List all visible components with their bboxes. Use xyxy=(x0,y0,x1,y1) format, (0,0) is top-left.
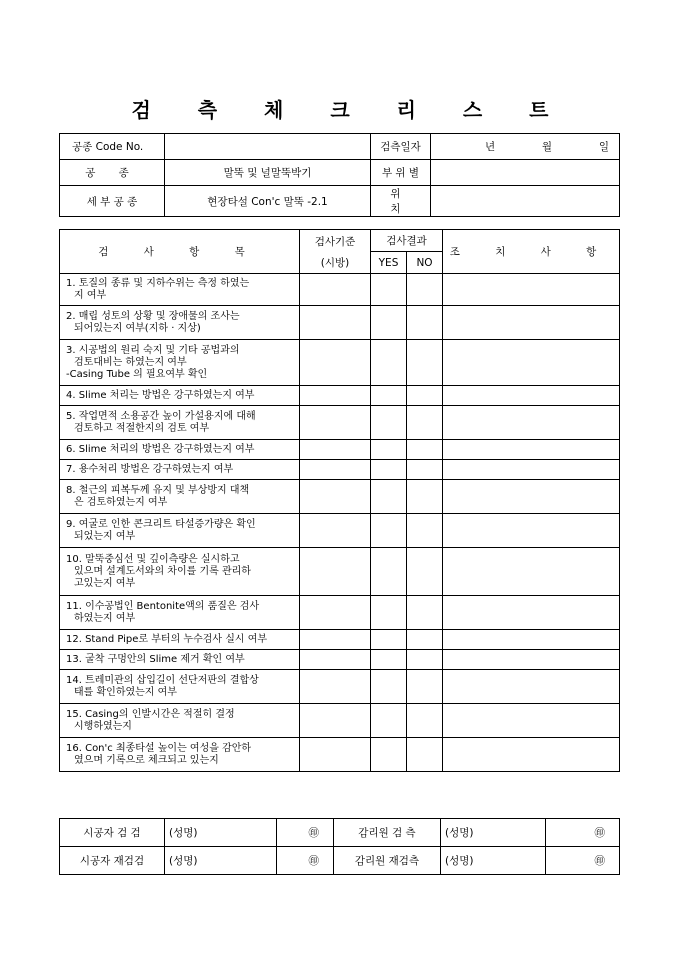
action-cell[interactable] xyxy=(443,514,620,548)
signature-table xyxy=(59,818,620,875)
yes-cell[interactable] xyxy=(371,650,407,670)
col-item-header: 검 사 항 목 xyxy=(60,230,300,274)
work-type-label: 공 종 xyxy=(60,160,165,186)
check-item-line: 6. Slime 처리의 방법은 강구하였는지 여부 xyxy=(66,443,255,455)
header-table xyxy=(59,133,620,217)
no-cell[interactable] xyxy=(407,596,443,630)
table-row xyxy=(60,738,620,772)
no-cell[interactable] xyxy=(407,460,443,480)
table-row xyxy=(60,670,620,704)
supervisor-recheck-name[interactable]: (성명) xyxy=(441,847,546,875)
yes-cell[interactable] xyxy=(371,306,407,340)
check-item-line: 7. 용수처리 방법은 강구하였는지 여부 xyxy=(66,463,234,475)
standard-cell[interactable] xyxy=(300,306,371,340)
check-item-line: 태를 확인하였는지 여부 xyxy=(74,686,177,698)
check-item-line: 12. Stand Pipe로 부터의 누수검사 실시 여부 xyxy=(66,633,268,645)
no-cell[interactable] xyxy=(407,274,443,306)
no-cell[interactable] xyxy=(407,704,443,738)
standard-cell[interactable] xyxy=(300,596,371,630)
check-item xyxy=(60,306,300,340)
standard-cell[interactable] xyxy=(300,704,371,738)
standard-cell[interactable] xyxy=(300,340,371,386)
check-item xyxy=(60,670,300,704)
no-cell[interactable] xyxy=(407,650,443,670)
check-item-line: 있으며 설계도서와의 차이를 기록 관리하 xyxy=(74,565,251,577)
code-value[interactable] xyxy=(165,134,371,160)
no-cell[interactable] xyxy=(407,514,443,548)
yes-cell[interactable] xyxy=(371,548,407,596)
yes-cell[interactable] xyxy=(371,340,407,386)
yes-cell[interactable] xyxy=(371,738,407,772)
check-item-line: 5. 작업면적 소용공간 높이 가설용지에 대해 xyxy=(66,410,256,422)
no-cell[interactable] xyxy=(407,738,443,772)
check-item-line: 지 여부 xyxy=(74,289,107,301)
date-month: 월 xyxy=(541,141,553,153)
check-item xyxy=(60,738,300,772)
check-item-line: 하였는지 여부 xyxy=(74,612,136,624)
standard-cell[interactable] xyxy=(300,670,371,704)
no-cell[interactable] xyxy=(407,306,443,340)
yes-cell[interactable] xyxy=(371,596,407,630)
check-item-line: 8. 철근의 피복두께 유지 및 부상방지 대책 xyxy=(66,484,250,496)
contractor-check-seal-icon: ㊞ xyxy=(277,819,334,847)
check-item-line: 였으며 기록으로 체크되고 있는지 xyxy=(74,754,219,766)
no-cell[interactable] xyxy=(407,340,443,386)
yes-cell[interactable] xyxy=(371,514,407,548)
check-item-line: 16. Con'c 최종타설 높이는 여성을 감안하 xyxy=(66,742,252,754)
yes-cell[interactable] xyxy=(371,274,407,306)
check-item-line: 4. Slime 처리는 방법은 강구하였는지 여부 xyxy=(66,389,255,401)
table-row xyxy=(60,630,620,650)
action-cell[interactable] xyxy=(443,274,620,306)
table-row xyxy=(60,406,620,440)
check-item xyxy=(60,274,300,306)
no-cell[interactable] xyxy=(407,670,443,704)
check-item-line: -Casing Tube 의 필요여부 확인 xyxy=(66,368,208,380)
action-cell[interactable] xyxy=(443,480,620,514)
check-item-line: 되어있는지 여부(지하 · 지상) xyxy=(74,322,201,334)
code-label: 공종 Code No. xyxy=(60,134,165,160)
standard-cell[interactable] xyxy=(300,460,371,480)
yes-cell[interactable] xyxy=(371,406,407,440)
check-item xyxy=(60,514,300,548)
col-standard-header xyxy=(300,230,371,274)
standard-cell[interactable] xyxy=(300,630,371,650)
table-row xyxy=(60,548,620,596)
check-item-line: 되었는지 여부 xyxy=(74,530,136,542)
action-cell[interactable] xyxy=(443,630,620,650)
check-item xyxy=(60,460,300,480)
check-item-line: 10. 말뚝중심선 및 깊이측량은 실시하고 xyxy=(66,553,240,565)
check-item xyxy=(60,440,300,460)
check-item-line: 검토하고 적절한지의 검토 여부 xyxy=(74,422,210,434)
standard-cell[interactable] xyxy=(300,548,371,596)
action-cell[interactable] xyxy=(443,548,620,596)
action-cell[interactable] xyxy=(443,704,620,738)
contractor-recheck-name[interactable]: (성명) xyxy=(165,847,277,875)
action-cell[interactable] xyxy=(443,340,620,386)
table-row xyxy=(60,274,620,306)
check-item xyxy=(60,340,300,386)
table-row xyxy=(60,514,620,548)
detail-label: 세 부 공 종 xyxy=(60,186,165,217)
check-item-line: 시행하였는지 xyxy=(74,720,132,732)
yes-cell[interactable] xyxy=(371,670,407,704)
contractor-check-label: 시공자 검 검 xyxy=(60,819,165,847)
standard-cell[interactable] xyxy=(300,650,371,670)
check-item xyxy=(60,406,300,440)
no-cell[interactable] xyxy=(407,440,443,460)
action-cell[interactable] xyxy=(443,460,620,480)
contractor-check-name[interactable]: (성명) xyxy=(165,819,277,847)
no-cell[interactable] xyxy=(407,406,443,440)
table-row xyxy=(60,440,620,460)
yes-cell[interactable] xyxy=(371,704,407,738)
action-cell[interactable] xyxy=(443,738,620,772)
check-item-line: 11. 이수공법인 Bentonite액의 품질은 검사 xyxy=(66,600,260,612)
standard-cell[interactable] xyxy=(300,440,371,460)
table-row xyxy=(60,704,620,738)
standard-cell[interactable] xyxy=(300,386,371,406)
col-standard-sub: (시방) xyxy=(320,256,350,269)
check-item xyxy=(60,704,300,738)
check-item xyxy=(60,650,300,670)
check-item-line: 15. Casing의 인발시간은 적절히 결정 xyxy=(66,708,235,720)
checklist-table xyxy=(59,229,620,772)
standard-cell[interactable] xyxy=(300,480,371,514)
check-item xyxy=(60,386,300,406)
standard-cell[interactable] xyxy=(300,406,371,440)
yes-cell[interactable] xyxy=(371,480,407,514)
date-day: 일 xyxy=(598,141,609,153)
col-result-header: 검사결과 xyxy=(371,230,443,252)
col-yes-header: YES xyxy=(371,252,407,274)
standard-cell[interactable] xyxy=(300,274,371,306)
table-row xyxy=(60,480,620,514)
location-label: 위 치 xyxy=(371,186,431,217)
check-item-line: 9. 여굴로 인한 콘크리트 타설증가량은 확인 xyxy=(66,518,256,530)
table-row xyxy=(60,596,620,630)
work-type-value: 말뚝 및 널말뚝박기 xyxy=(165,160,371,186)
part-label: 부 위 별 xyxy=(371,160,431,186)
col-no-header: NO xyxy=(407,252,443,274)
contractor-recheck-label: 시공자 재검검 xyxy=(60,847,165,875)
inspect-date-value[interactable] xyxy=(431,134,620,160)
no-cell[interactable] xyxy=(407,630,443,650)
page-title: 검 측 체 크 리 스 트 xyxy=(131,98,569,122)
check-item-line: 14. 트레미관의 삽입길이 선단저판의 결합상 xyxy=(66,674,259,686)
location-value[interactable] xyxy=(431,186,620,217)
detail-value: 현장타설 Con'c 말뚝 -2.1 xyxy=(165,186,371,217)
no-cell[interactable] xyxy=(407,548,443,596)
check-item xyxy=(60,630,300,650)
table-row xyxy=(60,386,620,406)
contractor-recheck-seal-icon: ㊞ xyxy=(277,847,334,875)
check-item xyxy=(60,596,300,630)
check-item xyxy=(60,480,300,514)
check-item xyxy=(60,548,300,596)
check-item-line: 은 검토하였는지 여부 xyxy=(74,496,168,508)
action-cell[interactable] xyxy=(443,386,620,406)
col-action-header: 조 치 사 항 xyxy=(443,230,620,274)
table-row xyxy=(60,340,620,386)
inspect-date-label: 검측일자 xyxy=(371,134,431,160)
action-cell[interactable] xyxy=(443,306,620,340)
yes-cell[interactable] xyxy=(371,630,407,650)
action-cell[interactable] xyxy=(443,406,620,440)
action-cell[interactable] xyxy=(443,650,620,670)
date-year: 년 xyxy=(485,141,496,153)
yes-cell[interactable] xyxy=(371,386,407,406)
yes-cell[interactable] xyxy=(371,440,407,460)
supervisor-check-label: 감리원 검 측 xyxy=(334,819,441,847)
action-cell[interactable] xyxy=(443,670,620,704)
no-cell[interactable] xyxy=(407,386,443,406)
table-row xyxy=(60,460,620,480)
yes-cell[interactable] xyxy=(371,460,407,480)
supervisor-check-seal-icon: ㊞ xyxy=(546,819,620,847)
check-item-line: 2. 매립 성토의 상황 및 장애물의 조사는 xyxy=(66,310,240,322)
no-cell[interactable] xyxy=(407,480,443,514)
action-cell[interactable] xyxy=(443,596,620,630)
standard-cell[interactable] xyxy=(300,738,371,772)
supervisor-recheck-label: 감리원 재검측 xyxy=(334,847,441,875)
table-row xyxy=(60,306,620,340)
check-item-line: 13. 굴착 구멍안의 Slime 제거 확인 여부 xyxy=(66,653,245,665)
standard-cell[interactable] xyxy=(300,514,371,548)
supervisor-recheck-seal-icon: ㊞ xyxy=(546,847,620,875)
check-item-line: 3. 시공법의 원리 숙지 및 기타 공법과의 xyxy=(66,344,240,356)
table-row xyxy=(60,650,620,670)
part-value[interactable] xyxy=(431,160,620,186)
check-item-line: 고있는지 여부 xyxy=(74,577,136,589)
action-cell[interactable] xyxy=(443,440,620,460)
col-standard-title: 검사기준 xyxy=(314,235,356,248)
supervisor-check-name[interactable]: (성명) xyxy=(441,819,546,847)
check-item-line: 검토대비는 하였는지 여부 xyxy=(74,356,187,368)
check-item-line: 1. 토질의 종류 및 지하수위는 측정 하였는 xyxy=(66,277,250,289)
